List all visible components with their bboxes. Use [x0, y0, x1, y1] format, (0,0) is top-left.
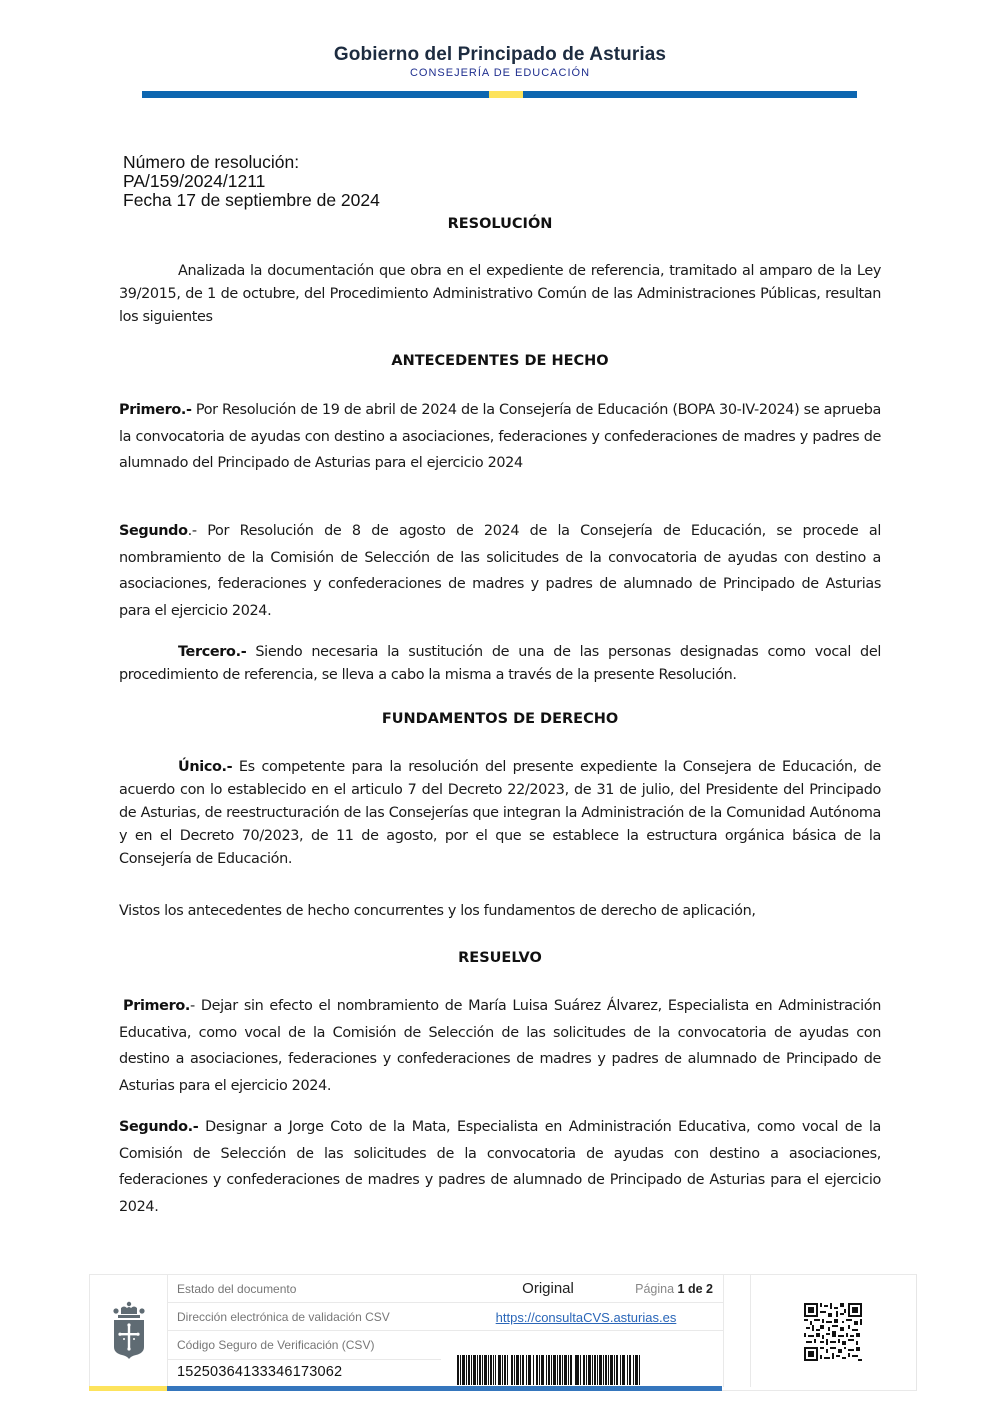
header-color-bar: [142, 91, 857, 98]
fundamento-unico-label: Único.-: [178, 759, 233, 775]
estado-value: Original: [522, 1280, 574, 1297]
estado-label: Estado del documento: [177, 1282, 297, 1296]
csv-url-label: Dirección electrónica de validación CSV: [177, 1310, 390, 1324]
footer-bar-blue: [167, 1386, 722, 1391]
page-indicator: [635, 1282, 713, 1296]
antecedente-segundo-label: Segundo: [119, 523, 188, 539]
page-prefix: Página: [635, 1282, 675, 1296]
antecedente-primero-text: Por Resolución de 19 de abril de 2024 de la Consejería de Educación (BOPA 30-IV-2024) se aprueba la convocatoria de ayudas con destino a asociaciones, federaciones y confederaciones de madres y padres de alumnado del Principado de Asturias para el ejercicio 2024: [119, 402, 881, 471]
document-title: RESOLUCIÓN: [447, 216, 553, 232]
antecedente-segundo: [119, 518, 881, 624]
resuelvo-primero-text: - Dejar sin efecto el nombramiento de María Luisa Suárez Álvarez, Especialista en Administración Educativa, como vocal de la Comisión de Selección de las solicitudes de la convocatoria de ayudas con destino a asociaciones, federaciones y confederaciones de madres y padres de alumnado de Principado de Asturias para el ejercicio 2024.: [119, 998, 881, 1094]
footer-bar-yellow: [89, 1386, 167, 1391]
qr-code-icon[interactable]: [804, 1303, 862, 1361]
csv-url-link[interactable]: https://consultaCVS.asturias.es: [495, 1310, 677, 1325]
resuelvo-segundo: [119, 1114, 881, 1220]
page-total: 2: [706, 1282, 713, 1296]
resolution-number-label: Número de resolución:: [123, 152, 300, 172]
resuelvo-heading: RESUELVO: [458, 950, 542, 966]
fundamento-unico-text: Es competente para la resolución del presente expediente la Consejera de Educación, de acuerdo con lo establecido en el articulo 7 del Decreto 22/2023, de 31 de julio, del Presidente del Principado de Asturias, de reestructuración de las Consejerías que integran la Administración de la Comunidad Autónoma y en el Decreto 70/2023, de 11 de agosto, por el que se establece la estructura orgánica básica de la Consejería de Educación.: [119, 759, 881, 867]
page-sep: de: [687, 1282, 703, 1296]
row-csv-url: [168, 1303, 723, 1331]
fundamentos-heading: FUNDAMENTOS DE DERECHO: [381, 711, 619, 727]
header-title: Gobierno del Principado de Asturias: [333, 44, 667, 65]
resuelvo-primero: [119, 993, 881, 1099]
header-color-bar-yellow: [489, 91, 523, 98]
resolution-meta: [123, 153, 380, 210]
footer-separator-column: [723, 1275, 751, 1387]
resuelvo-primero-label: Primero.: [123, 998, 190, 1014]
page-current: 1: [677, 1282, 685, 1296]
header-subtitle: CONSEJERÍA DE EDUCACIÓN: [409, 67, 591, 79]
resuelvo-segundo-label: Segundo.-: [119, 1119, 199, 1135]
barcode-icon: [457, 1355, 640, 1385]
antecedente-primero: [119, 397, 881, 477]
antecedentes-heading: ANTECEDENTES DE HECHO: [391, 353, 609, 369]
antecedente-tercero-text: Siendo necesaria la sustitución de una de las personas designadas como vocal del procedimiento de referencia, se lleva a cabo la misma a través de la presente Resolución.: [119, 644, 881, 683]
row-estado: [168, 1275, 723, 1303]
antecedente-segundo-text: .- Por Resolución de 8 de agosto de 2024 de la Consejería de Educación, se procede al nombramiento de la Comisión de Selección de las solicitudes de la convocatoria de ayudas con destino a asociaciones, federaciones y confederaciones de madres y padres de alumnado de Principado de Asturias para el ejercicio 2024.: [119, 523, 881, 619]
logo-cell: [90, 1275, 168, 1387]
csv-label: Código Seguro de Verificación (CSV): [177, 1338, 375, 1352]
antecedente-primero-label: Primero.-: [119, 402, 192, 418]
fundamento-unico: [119, 756, 881, 871]
antecedente-tercero-label: Tercero.-: [178, 644, 247, 660]
resuelvo-segundo-text: Designar a Jorge Coto de la Mata, Especialista en Administración Educativa, como vocal de la Comisión de Selección de las solicitudes de la convocatoria de ayudas con destino a asociaciones, federaciones y confederaciones de madres y padres de alumnado de Principado de Asturias para el ejercicio 2024.: [119, 1119, 881, 1215]
resolution-date: Fecha 17 de septiembre de 2024: [123, 190, 380, 210]
csv-code: 15250364133346173062: [177, 1364, 343, 1380]
asturias-coat-of-arms-icon: [112, 1301, 146, 1361]
intro-paragraph: Analizada la documentación que obra en el expediente de referencia, tramitado al amparo de la Ley 39/2015, de 1 de octubre, del Procedimiento Administrativo Común de las Administraciones Públicas, resultan los siguientes: [119, 263, 881, 325]
resolution-number: PA/159/2024/1211: [123, 171, 266, 191]
vistos-paragraph: Vistos los antecedentes de hecho concurrentes y los fundamentos de derecho de aplicación,: [119, 903, 756, 919]
csv-divider: [168, 1359, 441, 1360]
antecedente-tercero: [119, 641, 881, 687]
